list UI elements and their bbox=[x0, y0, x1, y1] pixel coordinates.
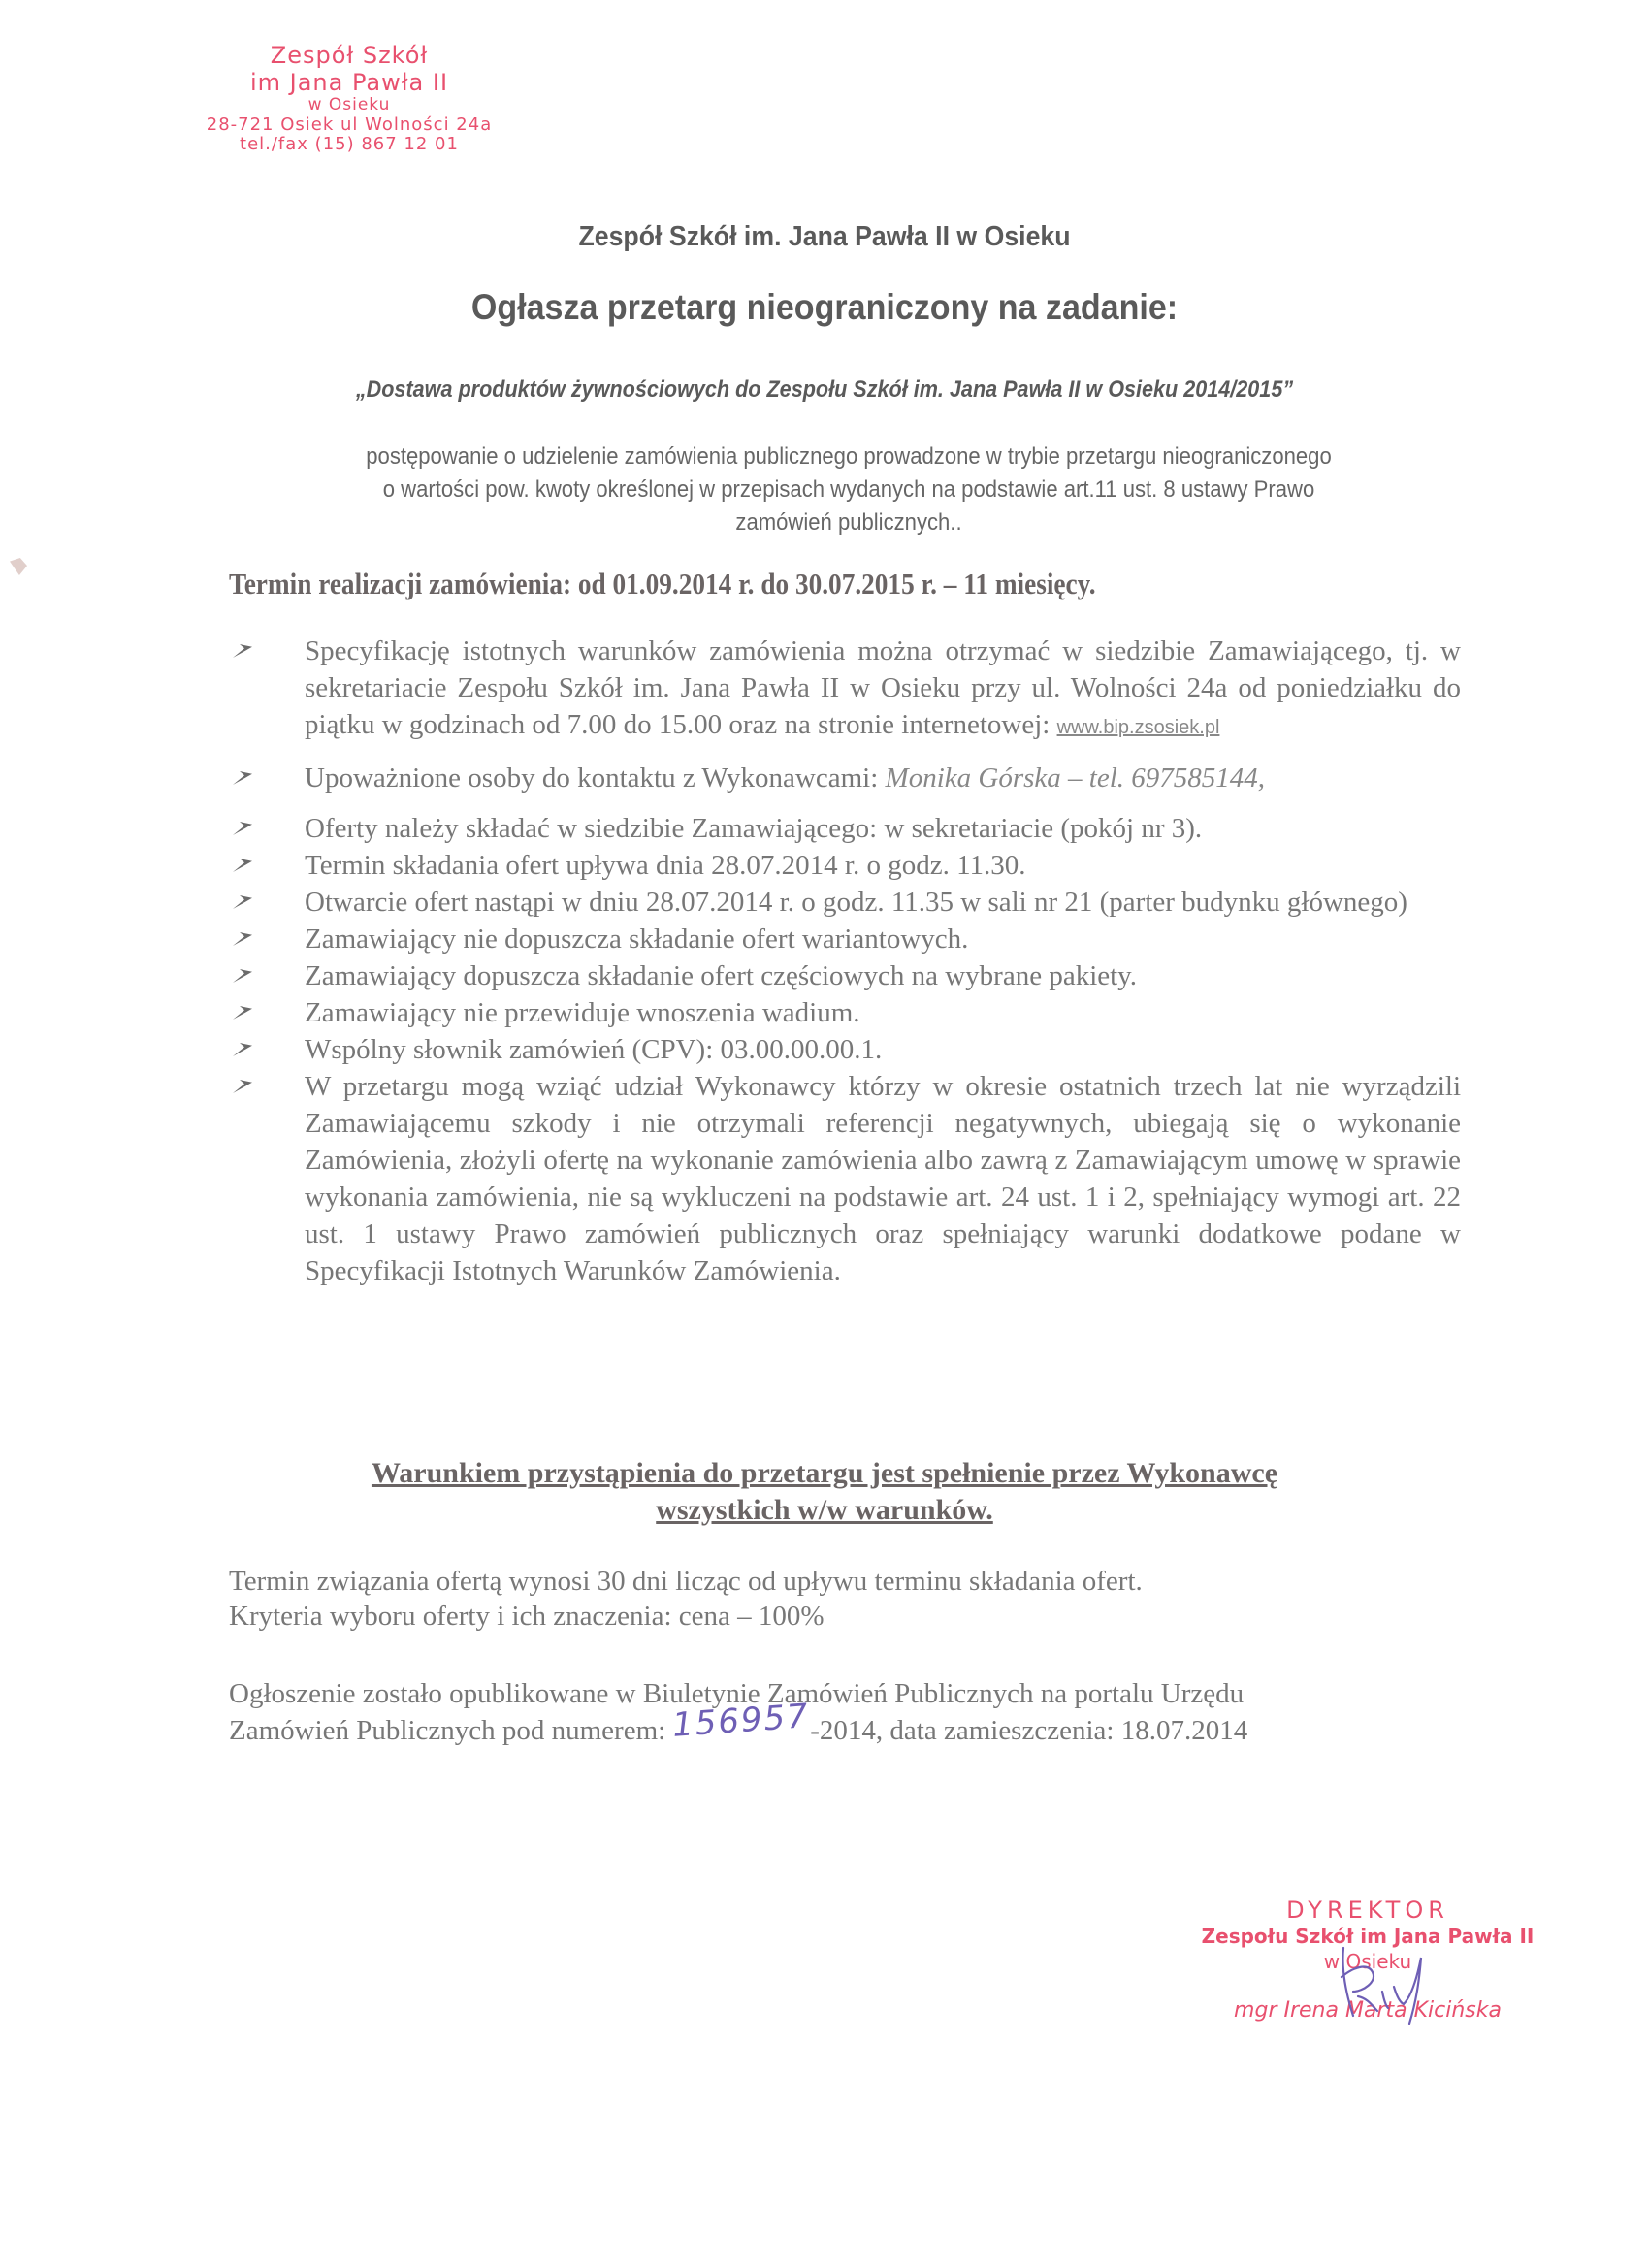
conditions-line: Warunkiem przystąpienia do przetargu jest spełnienie przez Wykonawcę bbox=[371, 1457, 1278, 1489]
arrowhead-bullet-icon bbox=[233, 859, 252, 872]
director-name: mgr Irena Marta Kicińska bbox=[1234, 1998, 1502, 2023]
arrowhead-bullet-icon bbox=[233, 1080, 252, 1093]
director-stamp bbox=[1193, 1896, 1542, 2025]
contact-person: Monika Górska – tel. 697585144, bbox=[885, 762, 1266, 794]
requirements-list bbox=[229, 632, 1461, 1289]
stamp-line: w Osieku bbox=[1323, 1950, 1412, 1973]
list-item bbox=[229, 994, 1461, 1031]
organization-heading: Zespół Szkół im. Jana Pawła II w Osieku bbox=[578, 221, 1071, 252]
publication-suffix: -2014, data zamieszczenia: 18.07.2014 bbox=[810, 1715, 1248, 1746]
binding-period: Termin związania ofertą wynosi 30 dni licząc od upływu terminu składania ofert. bbox=[229, 1566, 1143, 1597]
arrowhead-bullet-icon bbox=[233, 969, 252, 983]
realization-term: Termin realizacji zamówienia: od 01.09.2014 r. do 30.07.2015 r. – 11 miesięcy. bbox=[229, 567, 1096, 600]
list-item bbox=[229, 847, 1461, 884]
arrowhead-bullet-icon bbox=[233, 771, 252, 785]
selection-criteria: Kryteria wyboru oferty i ich znaczenia: cena – 100% bbox=[229, 1601, 824, 1632]
list-item-text: Zamawiający nie przewiduje wnoszenia wadium. bbox=[305, 997, 860, 1028]
arrowhead-bullet-icon bbox=[233, 932, 252, 946]
list-item-text: Wspólny słownik zamówień (CPV): 03.00.00.00.1. bbox=[305, 1034, 883, 1065]
list-item bbox=[229, 810, 1461, 847]
stamp-line: Zespołu Szkół im Jana Pawła II bbox=[1201, 1925, 1535, 1948]
publication-prefix: Zamówień Publicznych pod numerem: bbox=[229, 1715, 673, 1746]
stamp-line: 28-721 Osiek ul Wolności 24a bbox=[206, 113, 493, 135]
publication-line bbox=[229, 1697, 1248, 1748]
list-item bbox=[229, 957, 1461, 994]
list-item-text: Upoważnione osoby do kontaktu z Wykonawcami: bbox=[305, 762, 879, 794]
arrowhead-bullet-icon bbox=[233, 1043, 252, 1056]
list-item bbox=[229, 1031, 1461, 1068]
task-title: „Dostawa produktów żywnościowych do Zespołu Szkół im. Jana Pawła II w Osieku 2014/2015” bbox=[355, 376, 1294, 403]
stamp-line: im Jana Pawła II bbox=[249, 68, 449, 96]
stamp-line: tel./fax (15) 867 12 01 bbox=[240, 134, 459, 155]
list-item-text: W przetargu mogą wziąć udział Wykonawcy którzy w okresie ostatnich trzech lat nie wyrządzili Zamawiającemu szkody i nie otrzymali referencji negatywnych, ubiegają się o wykonanie Zamówienia, złożyli ofertę na wykonanie zamówienia albo zawrą z Zamawiającym umowę w sprawie wykonania zamówienia, nie są wykluczeni na podstawie art. 24 ust. 1 i 2, spełniający wymogi art. 22 ust. 1 ustawy Prawo zamówień publicznych oraz spełniający warunki dodatkowe podane w Specyfikacji Istotnych Warunków Zamówienia. bbox=[305, 1071, 1461, 1286]
conditions-line: wszystkich w/w warunków. bbox=[656, 1494, 993, 1526]
publication-notice bbox=[229, 1676, 1247, 1748]
list-item-text: Termin składania ofert upływa dnia 28.07.2014 r. o godz. 11.30. bbox=[305, 850, 1026, 881]
procedure-line: zamówień publicznych.. bbox=[735, 509, 962, 535]
stamp-title: DYREKTOR bbox=[1286, 1896, 1449, 1924]
website-link[interactable]: www.bip.zsosiek.pl bbox=[1056, 717, 1220, 738]
list-item-text: Oferty należy składać w siedzibie Zamawiającego: w sekretariacie (pokój nr 3). bbox=[305, 813, 1203, 844]
handwritten-number: 156957 bbox=[671, 1697, 812, 1745]
arrowhead-bullet-icon bbox=[233, 1006, 252, 1020]
list-item bbox=[229, 884, 1461, 921]
list-item bbox=[229, 921, 1461, 957]
procedure-line: postępowanie o udzielenie zamówienia publicznego prowadzone w trybie przetargu nieograniczonego bbox=[366, 443, 1332, 470]
scan-artifact-mark bbox=[10, 558, 27, 575]
procedure-description bbox=[274, 440, 1425, 539]
stamp-line: w Osieku bbox=[307, 95, 391, 115]
list-item-text: Zamawiający nie dopuszcza składanie ofert wariantowych. bbox=[305, 923, 969, 955]
list-item bbox=[229, 632, 1461, 746]
school-stamp bbox=[155, 43, 543, 155]
offer-terms bbox=[229, 1564, 1143, 1634]
arrowhead-bullet-icon bbox=[233, 644, 252, 658]
list-item bbox=[229, 760, 1461, 796]
list-item bbox=[229, 1068, 1461, 1289]
arrowhead-bullet-icon bbox=[233, 822, 252, 835]
stamp-line: Zespół Szkół bbox=[270, 42, 429, 69]
announcement-heading: Ogłasza przetarg nieograniczony na zadanie: bbox=[470, 287, 1179, 327]
publication-line: Ogłoszenie zostało opublikowane w Biuletynie Zamówień Publicznych na portalu Urzędu bbox=[229, 1678, 1245, 1709]
participation-conditions bbox=[0, 1455, 1649, 1529]
list-item-text: Specyfikację istotnych warunków zamówienia można otrzymać w siedzibie Zamawiającego, tj. w sekretariacie Zespołu Szkół im. Jana Pawła II w Osieku przy ul. Wolności 24a od poniedziałku do piątku w godzinach od 7.00 do 15.00 oraz na stronie internetowej: bbox=[305, 635, 1461, 740]
procedure-line: o wartości pow. kwoty określonej w przepisach wydanych na podstawie art.11 ust. 8 ustawy Prawo bbox=[382, 476, 1315, 502]
list-item-text: Otwarcie ofert nastąpi w dniu 28.07.2014 r. o godz. 11.35 w sali nr 21 (parter budynku głównego) bbox=[305, 887, 1407, 918]
list-item-text: Zamawiający dopuszcza składanie ofert częściowych na wybrane pakiety. bbox=[305, 960, 1138, 991]
arrowhead-bullet-icon bbox=[233, 895, 252, 909]
